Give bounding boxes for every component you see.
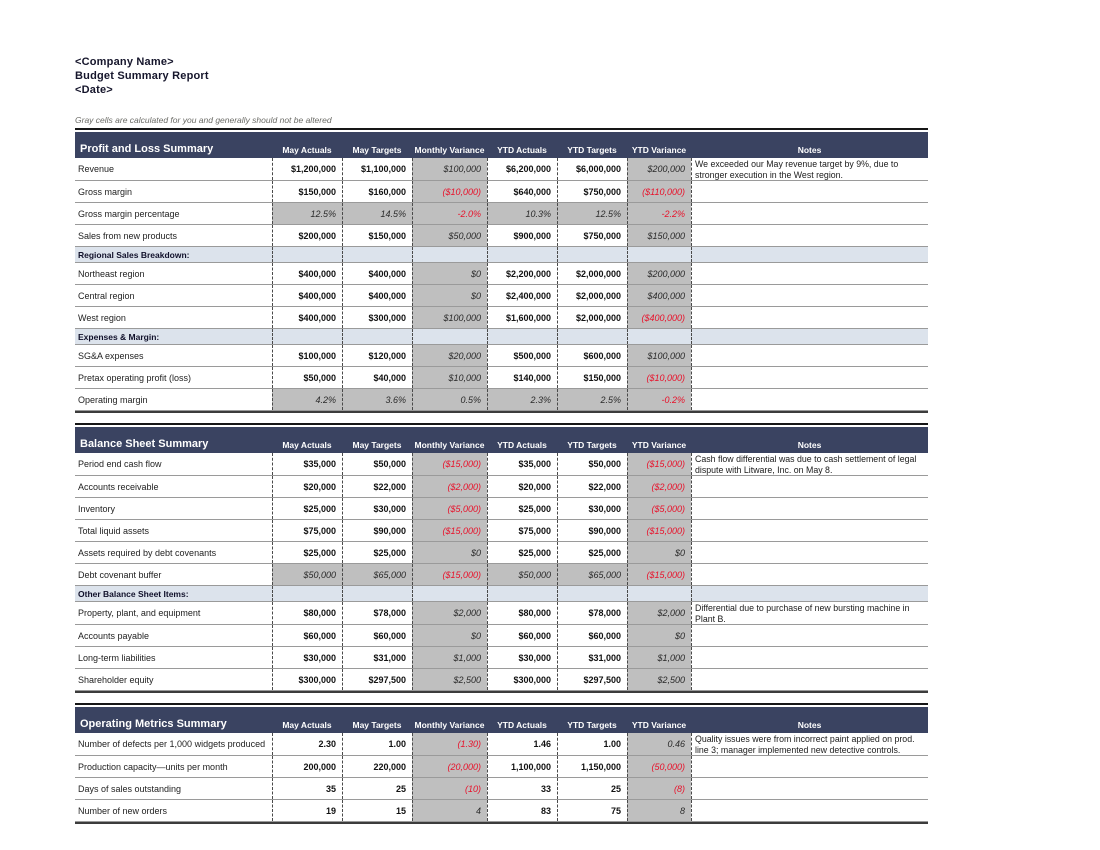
- value-cell: $65,000: [557, 564, 627, 585]
- column-header: Monthly Variance: [414, 440, 485, 450]
- note-cell: [691, 367, 928, 388]
- section-cell: [627, 586, 691, 601]
- value-cell: 25: [342, 778, 412, 799]
- section-label: Regional Sales Breakdown:: [78, 249, 190, 260]
- value-cell: $150,000: [627, 225, 691, 246]
- value-cell: ($5,000): [412, 498, 487, 519]
- value-cell: $30,000: [557, 498, 627, 519]
- value-cell: $75,000: [487, 520, 557, 541]
- value-cell: $300,000: [342, 307, 412, 328]
- value-cell: -0.2%: [627, 389, 691, 410]
- document-header: [75, 55, 928, 97]
- value-cell: $140,000: [487, 367, 557, 388]
- value-cell: $2,000,000: [557, 263, 627, 284]
- value-cell: ($15,000): [627, 564, 691, 585]
- value-cell: $60,000: [272, 625, 342, 646]
- value-cell: $1,000: [627, 647, 691, 668]
- value-cell: $50,000: [272, 367, 342, 388]
- value-cell: $400,000: [342, 263, 412, 284]
- value-cell: ($15,000): [412, 453, 487, 475]
- value-cell: $200,000: [272, 225, 342, 246]
- value-cell: $6,200,000: [487, 158, 557, 180]
- value-cell: $50,000: [342, 453, 412, 475]
- value-cell: $20,000: [487, 476, 557, 497]
- value-cell: 25: [557, 778, 627, 799]
- note-cell: [691, 564, 928, 585]
- section-cell: [272, 586, 342, 601]
- operating-metrics-table: [75, 703, 928, 824]
- value-cell: $100,000: [412, 307, 487, 328]
- value-cell: $50,000: [272, 564, 342, 585]
- value-cell: $1,000: [412, 647, 487, 668]
- note-cell: We exceeded our May revenue target by 9%, due to stronger execution in the West region.: [691, 158, 928, 180]
- value-cell: ($2,000): [412, 476, 487, 497]
- section-label: Expenses & Margin:: [78, 331, 160, 342]
- column-header: YTD Targets: [567, 145, 617, 155]
- note-cell: [691, 498, 928, 519]
- row-label: Accounts payable: [78, 630, 150, 641]
- value-cell: $500,000: [487, 345, 557, 366]
- value-cell: $400,000: [272, 307, 342, 328]
- value-cell: $30,000: [272, 647, 342, 668]
- report-title: Budget Summary Report: [75, 70, 209, 82]
- value-cell: $31,000: [342, 647, 412, 668]
- value-cell: 33: [487, 778, 557, 799]
- value-cell: $2,000,000: [557, 307, 627, 328]
- column-header: YTD Actuals: [497, 720, 547, 730]
- column-header: May Actuals: [282, 145, 332, 155]
- value-cell: 1,150,000: [557, 756, 627, 777]
- value-cell: 35: [272, 778, 342, 799]
- note-cell: [691, 307, 928, 328]
- value-cell: $0: [412, 542, 487, 563]
- value-cell: 12.5%: [557, 203, 627, 224]
- note-cell: Differential due to purchase of new bursting machine in Plant B.: [691, 602, 928, 624]
- value-cell: $200,000: [627, 158, 691, 180]
- row-label: Northeast region: [78, 268, 145, 279]
- value-cell: $50,000: [412, 225, 487, 246]
- value-cell: $400,000: [272, 285, 342, 306]
- value-cell: $297,500: [342, 669, 412, 690]
- value-cell: 10.3%: [487, 203, 557, 224]
- value-cell: $0: [412, 625, 487, 646]
- value-cell: $100,000: [412, 158, 487, 180]
- value-cell: 1,100,000: [487, 756, 557, 777]
- value-cell: 83: [487, 800, 557, 821]
- value-cell: $0: [412, 285, 487, 306]
- row-label: West region: [78, 312, 126, 323]
- value-cell: 3.6%: [342, 389, 412, 410]
- value-cell: 1.46: [487, 733, 557, 755]
- section-cell: [691, 247, 928, 262]
- profit-and-loss-table: [75, 128, 928, 413]
- value-cell: 0.46: [627, 733, 691, 755]
- value-cell: 2.5%: [557, 389, 627, 410]
- value-cell: $300,000: [272, 669, 342, 690]
- value-cell: 12.5%: [272, 203, 342, 224]
- value-cell: $2,200,000: [487, 263, 557, 284]
- value-cell: $25,000: [272, 498, 342, 519]
- value-cell: 2.3%: [487, 389, 557, 410]
- value-cell: $78,000: [557, 602, 627, 624]
- column-header: Notes: [797, 440, 822, 450]
- value-cell: $31,000: [557, 647, 627, 668]
- column-header: May Targets: [352, 145, 402, 155]
- value-cell: (1.30): [412, 733, 487, 755]
- value-cell: $80,000: [487, 602, 557, 624]
- value-cell: $30,000: [487, 647, 557, 668]
- value-cell: $78,000: [342, 602, 412, 624]
- value-cell: $60,000: [487, 625, 557, 646]
- note-cell: [691, 181, 928, 202]
- value-cell: $300,000: [487, 669, 557, 690]
- row-label: Number of new orders: [78, 805, 168, 816]
- section-cell: [412, 586, 487, 601]
- note-cell: [691, 225, 928, 246]
- value-cell: (50,000): [627, 756, 691, 777]
- value-cell: $25,000: [557, 542, 627, 563]
- note-cell: [691, 389, 928, 410]
- value-cell: ($5,000): [627, 498, 691, 519]
- column-header: YTD Variance: [631, 720, 687, 730]
- value-cell: 0.5%: [412, 389, 487, 410]
- value-cell: $75,000: [272, 520, 342, 541]
- value-cell: $150,000: [557, 367, 627, 388]
- value-cell: $90,000: [557, 520, 627, 541]
- value-cell: $6,000,000: [557, 158, 627, 180]
- value-cell: -2.2%: [627, 203, 691, 224]
- report-date: <Date>: [75, 84, 113, 96]
- section-cell: [342, 586, 412, 601]
- row-label: Sales from new products: [78, 230, 178, 241]
- value-cell: $25,000: [342, 542, 412, 563]
- value-cell: $2,500: [412, 669, 487, 690]
- value-cell: $60,000: [342, 625, 412, 646]
- calculated-cells-note: Gray cells are calculated for you and generally should not be altered: [75, 115, 332, 125]
- company-name: <Company Name>: [75, 56, 174, 68]
- value-cell: $90,000: [342, 520, 412, 541]
- row-label: Property, plant, and equipment: [78, 608, 201, 618]
- value-cell: $80,000: [272, 602, 342, 624]
- value-cell: $65,000: [342, 564, 412, 585]
- section-cell: [342, 329, 412, 344]
- value-cell: 15: [342, 800, 412, 821]
- column-header: May Targets: [352, 440, 402, 450]
- value-cell: $50,000: [557, 453, 627, 475]
- value-cell: $35,000: [487, 453, 557, 475]
- value-cell: ($15,000): [412, 520, 487, 541]
- value-cell: $750,000: [557, 181, 627, 202]
- column-header: YTD Targets: [567, 720, 617, 730]
- section-cell: [691, 329, 928, 344]
- note-cell: Quality issues were from incorrect paint applied on prod. line 3; manager implemented new detective controls.: [691, 733, 928, 755]
- section-cell: [487, 329, 557, 344]
- note-cell: [691, 669, 928, 690]
- value-cell: $750,000: [557, 225, 627, 246]
- section-cell: [487, 247, 557, 262]
- column-header: Monthly Variance: [414, 145, 485, 155]
- row-label: Inventory: [78, 503, 116, 514]
- column-header: Notes: [797, 720, 822, 730]
- value-cell: $2,400,000: [487, 285, 557, 306]
- value-cell: $2,500: [627, 669, 691, 690]
- value-cell: $22,000: [342, 476, 412, 497]
- column-header: YTD Targets: [567, 440, 617, 450]
- row-label: Gross margin percentage: [78, 208, 180, 219]
- note-cell: [691, 285, 928, 306]
- value-cell: 75: [557, 800, 627, 821]
- row-label: Total liquid assets: [78, 525, 150, 536]
- column-header: YTD Variance: [631, 440, 687, 450]
- value-cell: $25,000: [487, 498, 557, 519]
- row-label: SG&A expenses: [78, 350, 144, 361]
- column-header: YTD Actuals: [497, 145, 547, 155]
- row-label: Pretax operating profit (loss): [78, 372, 192, 383]
- value-cell: (20,000): [412, 756, 487, 777]
- value-cell: $20,000: [272, 476, 342, 497]
- value-cell: $25,000: [272, 542, 342, 563]
- value-cell: 19: [272, 800, 342, 821]
- note-cell: [691, 263, 928, 284]
- note-cell: [691, 625, 928, 646]
- note-cell: [691, 203, 928, 224]
- value-cell: ($10,000): [412, 181, 487, 202]
- note-cell: [691, 476, 928, 497]
- row-label: Period end cash flow: [78, 459, 162, 469]
- value-cell: $600,000: [557, 345, 627, 366]
- note-cell: [691, 345, 928, 366]
- value-cell: ($15,000): [412, 564, 487, 585]
- value-cell: $0: [627, 625, 691, 646]
- value-cell: $10,000: [412, 367, 487, 388]
- section-cell: [272, 329, 342, 344]
- note-cell: [691, 542, 928, 563]
- value-cell: 14.5%: [342, 203, 412, 224]
- value-cell: $120,000: [342, 345, 412, 366]
- value-cell: $200,000: [627, 263, 691, 284]
- value-cell: $25,000: [487, 542, 557, 563]
- column-header: May Actuals: [282, 440, 332, 450]
- value-cell: 4: [412, 800, 487, 821]
- value-cell: ($400,000): [627, 307, 691, 328]
- row-label: Accounts receivable: [78, 481, 159, 492]
- balance-sheet-table: [75, 423, 928, 693]
- section-cell: [627, 329, 691, 344]
- note-cell: [691, 756, 928, 777]
- value-cell: ($2,000): [627, 476, 691, 497]
- note-cell: [691, 520, 928, 541]
- section-cell: [412, 247, 487, 262]
- value-cell: $100,000: [627, 345, 691, 366]
- budget-report-page: [75, 55, 928, 824]
- value-cell: $1,200,000: [272, 158, 342, 180]
- section-cell: [557, 247, 627, 262]
- column-header: May Actuals: [282, 720, 332, 730]
- column-header: May Targets: [352, 720, 402, 730]
- value-cell: (10): [412, 778, 487, 799]
- value-cell: $400,000: [627, 285, 691, 306]
- section-cell: [557, 586, 627, 601]
- row-label: Central region: [78, 290, 135, 301]
- value-cell: ($15,000): [627, 453, 691, 475]
- section-cell: [487, 586, 557, 601]
- value-cell: $0: [627, 542, 691, 563]
- value-cell: $50,000: [487, 564, 557, 585]
- value-cell: -2.0%: [412, 203, 487, 224]
- value-cell: $2,000,000: [557, 285, 627, 306]
- value-cell: $1,600,000: [487, 307, 557, 328]
- value-cell: $160,000: [342, 181, 412, 202]
- column-header: YTD Variance: [631, 145, 687, 155]
- row-label: Gross margin: [78, 186, 133, 197]
- value-cell: $400,000: [272, 263, 342, 284]
- row-label: Number of defects per 1,000 widgets produced: [78, 739, 266, 749]
- value-cell: $40,000: [342, 367, 412, 388]
- value-cell: 8: [627, 800, 691, 821]
- section-label: Other Balance Sheet Items:: [78, 588, 189, 599]
- value-cell: $2,000: [412, 602, 487, 624]
- value-cell: 200,000: [272, 756, 342, 777]
- row-label: Production capacity—units per month: [78, 761, 228, 772]
- value-cell: (8): [627, 778, 691, 799]
- value-cell: $2,000: [627, 602, 691, 624]
- section-cell: [557, 329, 627, 344]
- table-title: Balance Sheet Summary: [80, 438, 209, 450]
- value-cell: $900,000: [487, 225, 557, 246]
- value-cell: $100,000: [272, 345, 342, 366]
- value-cell: $1,100,000: [342, 158, 412, 180]
- section-cell: [342, 247, 412, 262]
- value-cell: $30,000: [342, 498, 412, 519]
- section-cell: [627, 247, 691, 262]
- value-cell: $640,000: [487, 181, 557, 202]
- row-label: Operating margin: [78, 394, 148, 405]
- note-cell: [691, 800, 928, 821]
- row-label: Long-term liabilities: [78, 652, 156, 663]
- row-label: Days of sales outstanding: [78, 783, 182, 794]
- value-cell: $150,000: [342, 225, 412, 246]
- section-cell: [272, 247, 342, 262]
- value-cell: $60,000: [557, 625, 627, 646]
- value-cell: ($110,000): [627, 181, 691, 202]
- value-cell: ($10,000): [627, 367, 691, 388]
- value-cell: 2.30: [272, 733, 342, 755]
- value-cell: $20,000: [412, 345, 487, 366]
- note-cell: [691, 647, 928, 668]
- value-cell: ($15,000): [627, 520, 691, 541]
- value-cell: 4.2%: [272, 389, 342, 410]
- section-cell: [412, 329, 487, 344]
- value-cell: 1.00: [342, 733, 412, 755]
- section-cell: [691, 586, 928, 601]
- table-title: Profit and Loss Summary: [80, 143, 214, 155]
- table-title: Operating Metrics Summary: [80, 718, 227, 730]
- value-cell: 1.00: [557, 733, 627, 755]
- column-header: Monthly Variance: [414, 720, 485, 730]
- value-cell: $297,500: [557, 669, 627, 690]
- value-cell: 220,000: [342, 756, 412, 777]
- value-cell: $0: [412, 263, 487, 284]
- note-cell: Cash flow differential was due to cash settlement of legal dispute with Litware, Inc. on May 8.: [691, 453, 928, 475]
- value-cell: $22,000: [557, 476, 627, 497]
- row-label: Shareholder equity: [78, 674, 154, 685]
- value-cell: $400,000: [342, 285, 412, 306]
- column-header: YTD Actuals: [497, 440, 547, 450]
- row-label: Assets required by debt covenants: [78, 547, 217, 558]
- row-label: Debt covenant buffer: [78, 569, 162, 580]
- value-cell: $150,000: [272, 181, 342, 202]
- column-header: Notes: [797, 145, 822, 155]
- value-cell: $35,000: [272, 453, 342, 475]
- note-cell: [691, 778, 928, 799]
- row-label: Revenue: [78, 164, 115, 174]
